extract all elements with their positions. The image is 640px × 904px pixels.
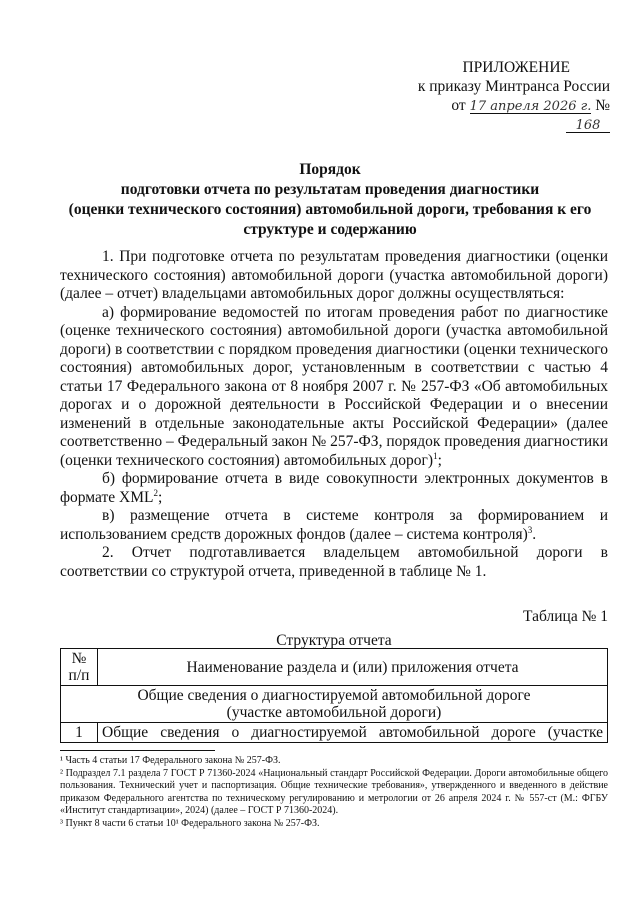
handwritten-number: 168 (566, 119, 610, 133)
document-body (60, 248, 608, 581)
footnote-ref-3: 3 (527, 524, 533, 535)
footnotes-block (60, 755, 608, 830)
handwritten-date: 17 апреля 2026 г. (469, 99, 592, 114)
table-section-row (61, 686, 608, 723)
paragraph-1b (60, 470, 608, 507)
section-line-2: (участке автомобильной дороги) (226, 704, 442, 721)
paragraph-1b-text: б) формирование отчета в виде совокупности электронных документов в формате XML (60, 470, 608, 506)
header-number-l2: п/п (68, 667, 90, 684)
footnote-3: ³ Пункт 8 части 6 статьи 10¹ Федерального закона № 257-ФЗ. (60, 817, 320, 829)
footnote-2: ² Подраздел 7.1 раздела 7 ГОСТ Р 71360-2024 «Национальный стандарт Российской Федерации. Дороги автомобильные общего пользования. Технический учет и паспортизация. Общие технические требования», утвержденного и введенного в действие приказом Федерального агентства по техническому регулированию и метрологии от 26 апреля 2024 г. № 557-ст (М.: ФГБУ «Институт стандартизации», 2024) (далее – ГОСТ Р 71360-2024). (60, 767, 608, 816)
table-header-row (61, 649, 608, 686)
row-number-cell: 1 (61, 723, 98, 743)
date-prefix: от (451, 97, 466, 114)
paragraph-1v-end: . (532, 525, 537, 543)
header-name-cell: Наименование раздела и (или) приложения отчета (98, 649, 608, 686)
footnote-divider (60, 750, 215, 751)
paragraph-1a-end: ; (437, 451, 442, 469)
header-number-cell (61, 649, 98, 686)
section-cell (61, 686, 608, 723)
structure-table (60, 648, 608, 743)
document-title (60, 160, 600, 240)
row-text-cell: Общие сведения о диагностируемой автомобильной дороге (участке (98, 723, 608, 743)
section-line-1: Общие сведения о диагностируемой автомобильной дороге (137, 687, 531, 704)
paragraph-1v-text: в) размещение отчета в системе контроля за формированием и использованием средств дорожных фондов (далее – система контроля) (60, 507, 608, 543)
title-line-4: структуре и содержанию (243, 221, 417, 238)
number-prefix: № (595, 97, 610, 114)
paragraph-1b-end: ; (157, 488, 163, 506)
paragraph-1a (60, 304, 608, 471)
title-line-3: (оценки технического состояния) автомобильной дороги, требования к его (68, 201, 592, 218)
table-row (61, 723, 608, 743)
title-line-2: подготовки отчета по результатам проведения диагностики (120, 181, 540, 198)
paragraph-2: 2. Отчет подготавливается владельцем автомобильной дороги в соответствии со структурой отчета, приведенной в таблице № 1. (60, 544, 608, 580)
table-number: Таблица № 1 (523, 608, 608, 625)
footnote-1: ¹ Часть 4 статьи 17 Федерального закона № 257-ФЗ. (60, 755, 281, 766)
footnote-ref-2: 2 (153, 487, 158, 498)
appendix-block (405, 58, 610, 134)
table-caption: Структура отчета (276, 632, 392, 649)
paragraph-1: 1. При подготовке отчета по результатам проведения диагностики (оценки технического состояния) автомобильной дороги (участка автомобильной дороги) (далее – отчет) владельцами автомобильных дорог должны осуществляться: (60, 248, 608, 302)
paragraph-1a-text: а) формирование ведомостей по итогам проведения работ по диагностике (оценке технического состояния) автомобильной дороги (участка автомобильной дороги) в соответствии с порядком проведения диагностики (оценки технического состояния) автомобильных дорог, установленным в соответствии с частью 4 статьи 17 Федерального закона от 8 ноября 2007 г. № 257-ФЗ «Об автомобильных дорогах и о дорожной деятельности в Российской Федерации и о внесении изменений в отдельные законодательные акты Российской Федерации» (далее соответственно – Федеральный закон № 257-ФЗ, порядок проведения диагностики (оценки технического состояния) автомобильных дорог) (60, 303, 608, 469)
appendix-date-line (405, 96, 610, 134)
appendix-order-line: к приказу Минтранса России (417, 78, 610, 95)
paragraph-1v (60, 507, 608, 544)
header-number-l1: № (71, 650, 87, 667)
footnote-ref-1: 1 (433, 450, 438, 461)
appendix-title: ПРИЛОЖЕНИЕ (462, 59, 570, 76)
title-line-1: Порядок (299, 161, 361, 178)
